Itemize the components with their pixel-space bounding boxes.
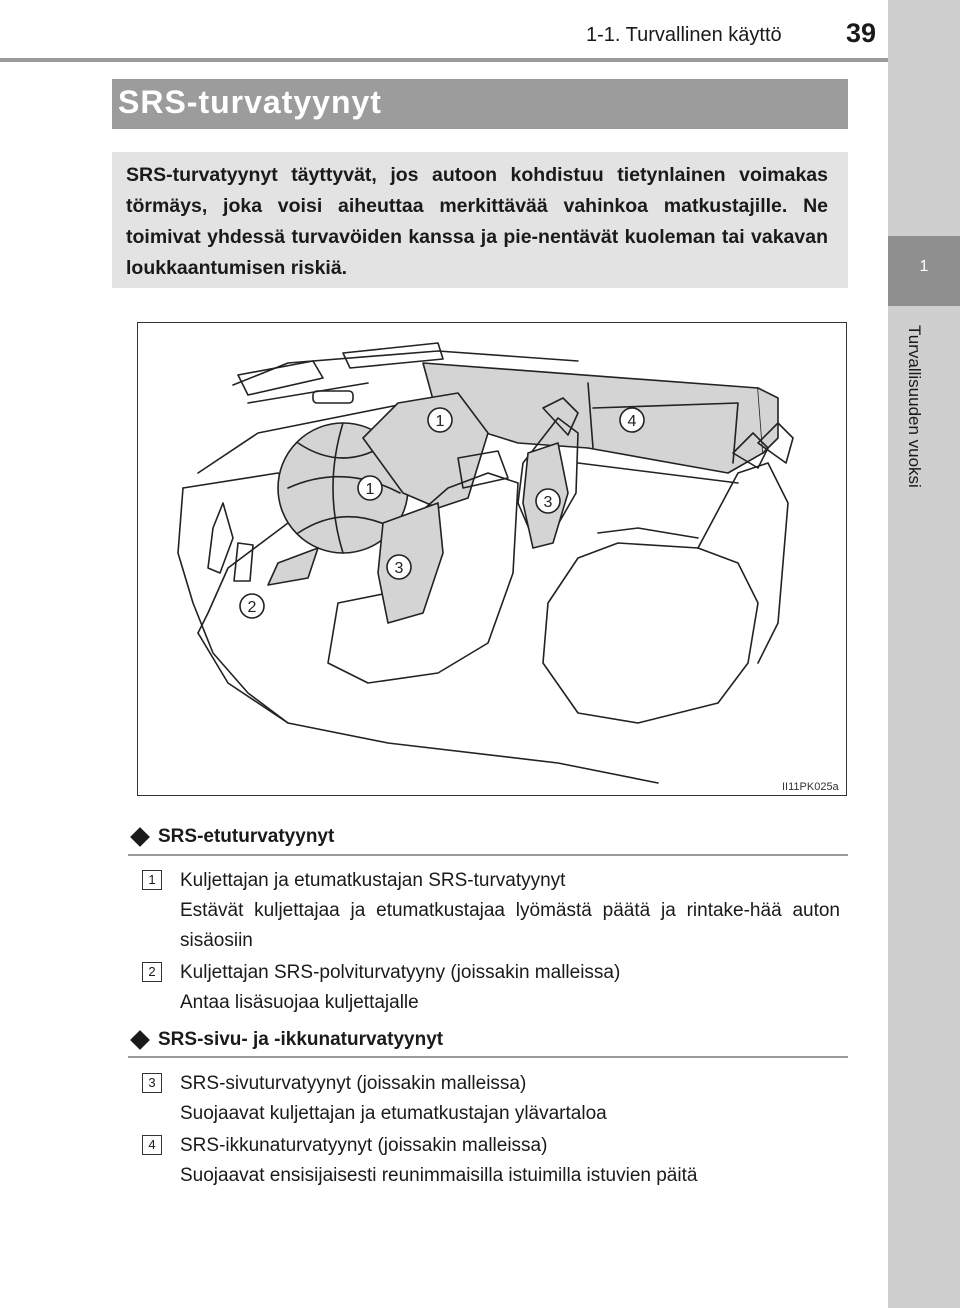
item-number-badge: 3 — [142, 1073, 162, 1093]
item-description: Antaa lisäsuojaa kuljettajalle — [180, 992, 419, 1013]
callout-3-driver: 3 — [394, 560, 404, 577]
page-title: SRS-turvatyynyt — [118, 84, 382, 120]
chapter-title: Turvallisuuden vuoksi — [905, 325, 924, 488]
figure-code: II11PK025a — [782, 781, 839, 793]
intro-text: SRS-turvatyynyt täyttyvät, jos autoon kohdistuu tietynlainen voimakas törmäys, joka voisi aiheuttaa merkittävää vahinkoa matkustajille. Ne toimivat yhdessä turvavöiden kanssa ja pie-nentävät kuoleman tai vakavan loukkaantumisen riskiä. — [126, 164, 828, 279]
section-heading: SRS-etuturvatyynyt — [158, 826, 335, 847]
callout-2: 2 — [247, 599, 257, 616]
item-description: Suojaavat ensisijaisesti reunimmaisilla istuimilla istuvien päitä — [180, 1165, 698, 1186]
section-divider — [128, 854, 848, 856]
callout-1-passenger: 1 — [435, 413, 445, 430]
chapter-number: 1 — [919, 258, 929, 275]
item-title: Kuljettajan SRS-polviturvatyyny (joissakin malleissa) — [180, 962, 621, 983]
section-path: 1-1. Turvallinen käyttö — [586, 24, 782, 46]
item-number-badge: 4 — [142, 1135, 162, 1155]
page-number: 39 — [846, 18, 877, 48]
item-title: SRS-ikkunaturvatyynyt (joissakin malleissa) — [180, 1135, 548, 1156]
diamond-bullet-icon — [130, 1030, 150, 1050]
callout-3-passenger: 3 — [543, 494, 553, 511]
item-number-badge: 2 — [142, 962, 162, 982]
item-title: SRS-sivuturvatyynyt (joissakin malleissa) — [180, 1073, 527, 1094]
diamond-bullet-icon — [130, 827, 150, 847]
header-divider — [0, 58, 888, 62]
car-interior-drawing — [138, 323, 845, 794]
item-description: Estävät kuljettajaa ja etumatkustajaa lyömästä päätä ja rintake-hää auton sisäosiin — [180, 900, 840, 951]
airbag-illustration — [137, 322, 847, 796]
chapter-tab-bar — [888, 0, 960, 1308]
item-number-badge: 1 — [142, 870, 162, 890]
callout-1-driver: 1 — [365, 481, 375, 498]
item-description: Suojaavat kuljettajan ja etumatkustajan ylävartaloa — [180, 1103, 607, 1124]
section-heading: SRS-sivu- ja -ikkunaturvatyynyt — [158, 1029, 444, 1050]
callout-4: 4 — [627, 413, 637, 430]
section-divider — [128, 1056, 848, 1058]
item-title: Kuljettajan ja etumatkustajan SRS-turvatyynyt — [180, 870, 566, 891]
